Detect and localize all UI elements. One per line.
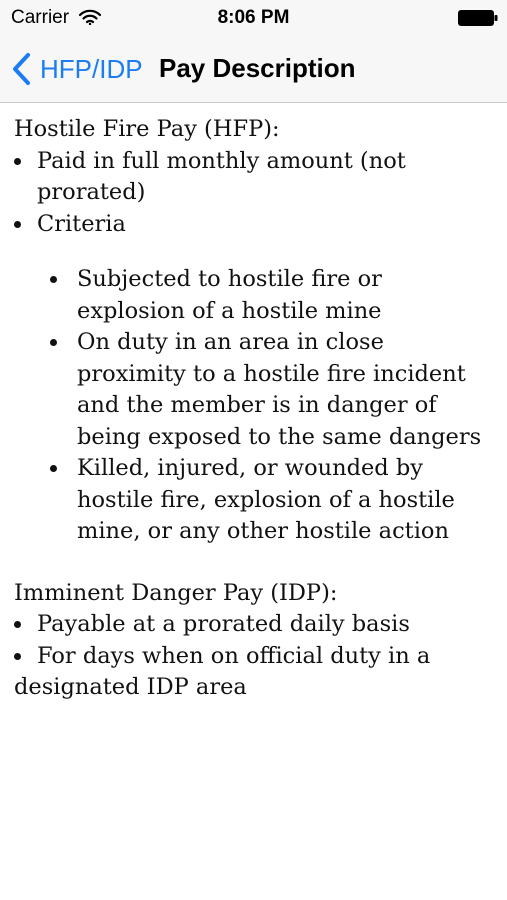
hfp-heading: Hostile Fire Pay (HFP): <box>14 116 280 142</box>
bullet-icon <box>50 327 77 359</box>
criteria-item-text: Killed, injured, or wounded by hostile fire, explosion of a hostile mine, or any other hostile action <box>77 455 455 544</box>
criteria-item <box>50 264 496 327</box>
pay-description-content <box>14 114 496 704</box>
bullet-icon <box>14 209 37 241</box>
criteria-item <box>50 327 496 453</box>
navigation-bar <box>0 36 507 103</box>
carrier-label: Carrier <box>11 7 70 28</box>
list-item <box>14 609 496 641</box>
criteria-item-text: Subjected to hostile fire or explosion of a hostile mine <box>77 266 382 324</box>
list-item <box>14 641 496 704</box>
criteria-list <box>50 264 496 548</box>
back-button-label: HFP/IDP <box>40 53 143 84</box>
list-item-text: Payable at a prorated daily basis <box>37 611 410 637</box>
criteria-item <box>50 453 496 548</box>
criteria-item-text: On duty in an area in close proximity to a hostile fire incident and the member is in danger of being exposed to the same dangers <box>77 329 482 450</box>
list-item-text: Paid in full monthly amount (not prorated) <box>37 147 406 205</box>
battery-icon <box>458 10 498 26</box>
chevron-left-icon <box>10 52 32 86</box>
list-item-text: Criteria <box>37 210 126 237</box>
bullet-icon <box>14 146 37 178</box>
list-item <box>14 209 496 241</box>
bullet-icon <box>50 453 77 485</box>
bullet-icon <box>14 643 37 669</box>
back-button[interactable] <box>10 50 143 88</box>
status-time: 8:06 PM <box>217 7 290 28</box>
list-item <box>14 146 496 209</box>
list-item-text: For days when on official duty in a designated IDP area <box>14 642 431 700</box>
page-title: Pay Description <box>159 53 356 83</box>
bullet-icon <box>50 264 77 296</box>
idp-heading: Imminent Danger Pay (IDP): <box>14 579 338 606</box>
status-bar <box>0 0 507 36</box>
bullet-icon <box>14 609 37 641</box>
section-spacer <box>14 548 496 578</box>
